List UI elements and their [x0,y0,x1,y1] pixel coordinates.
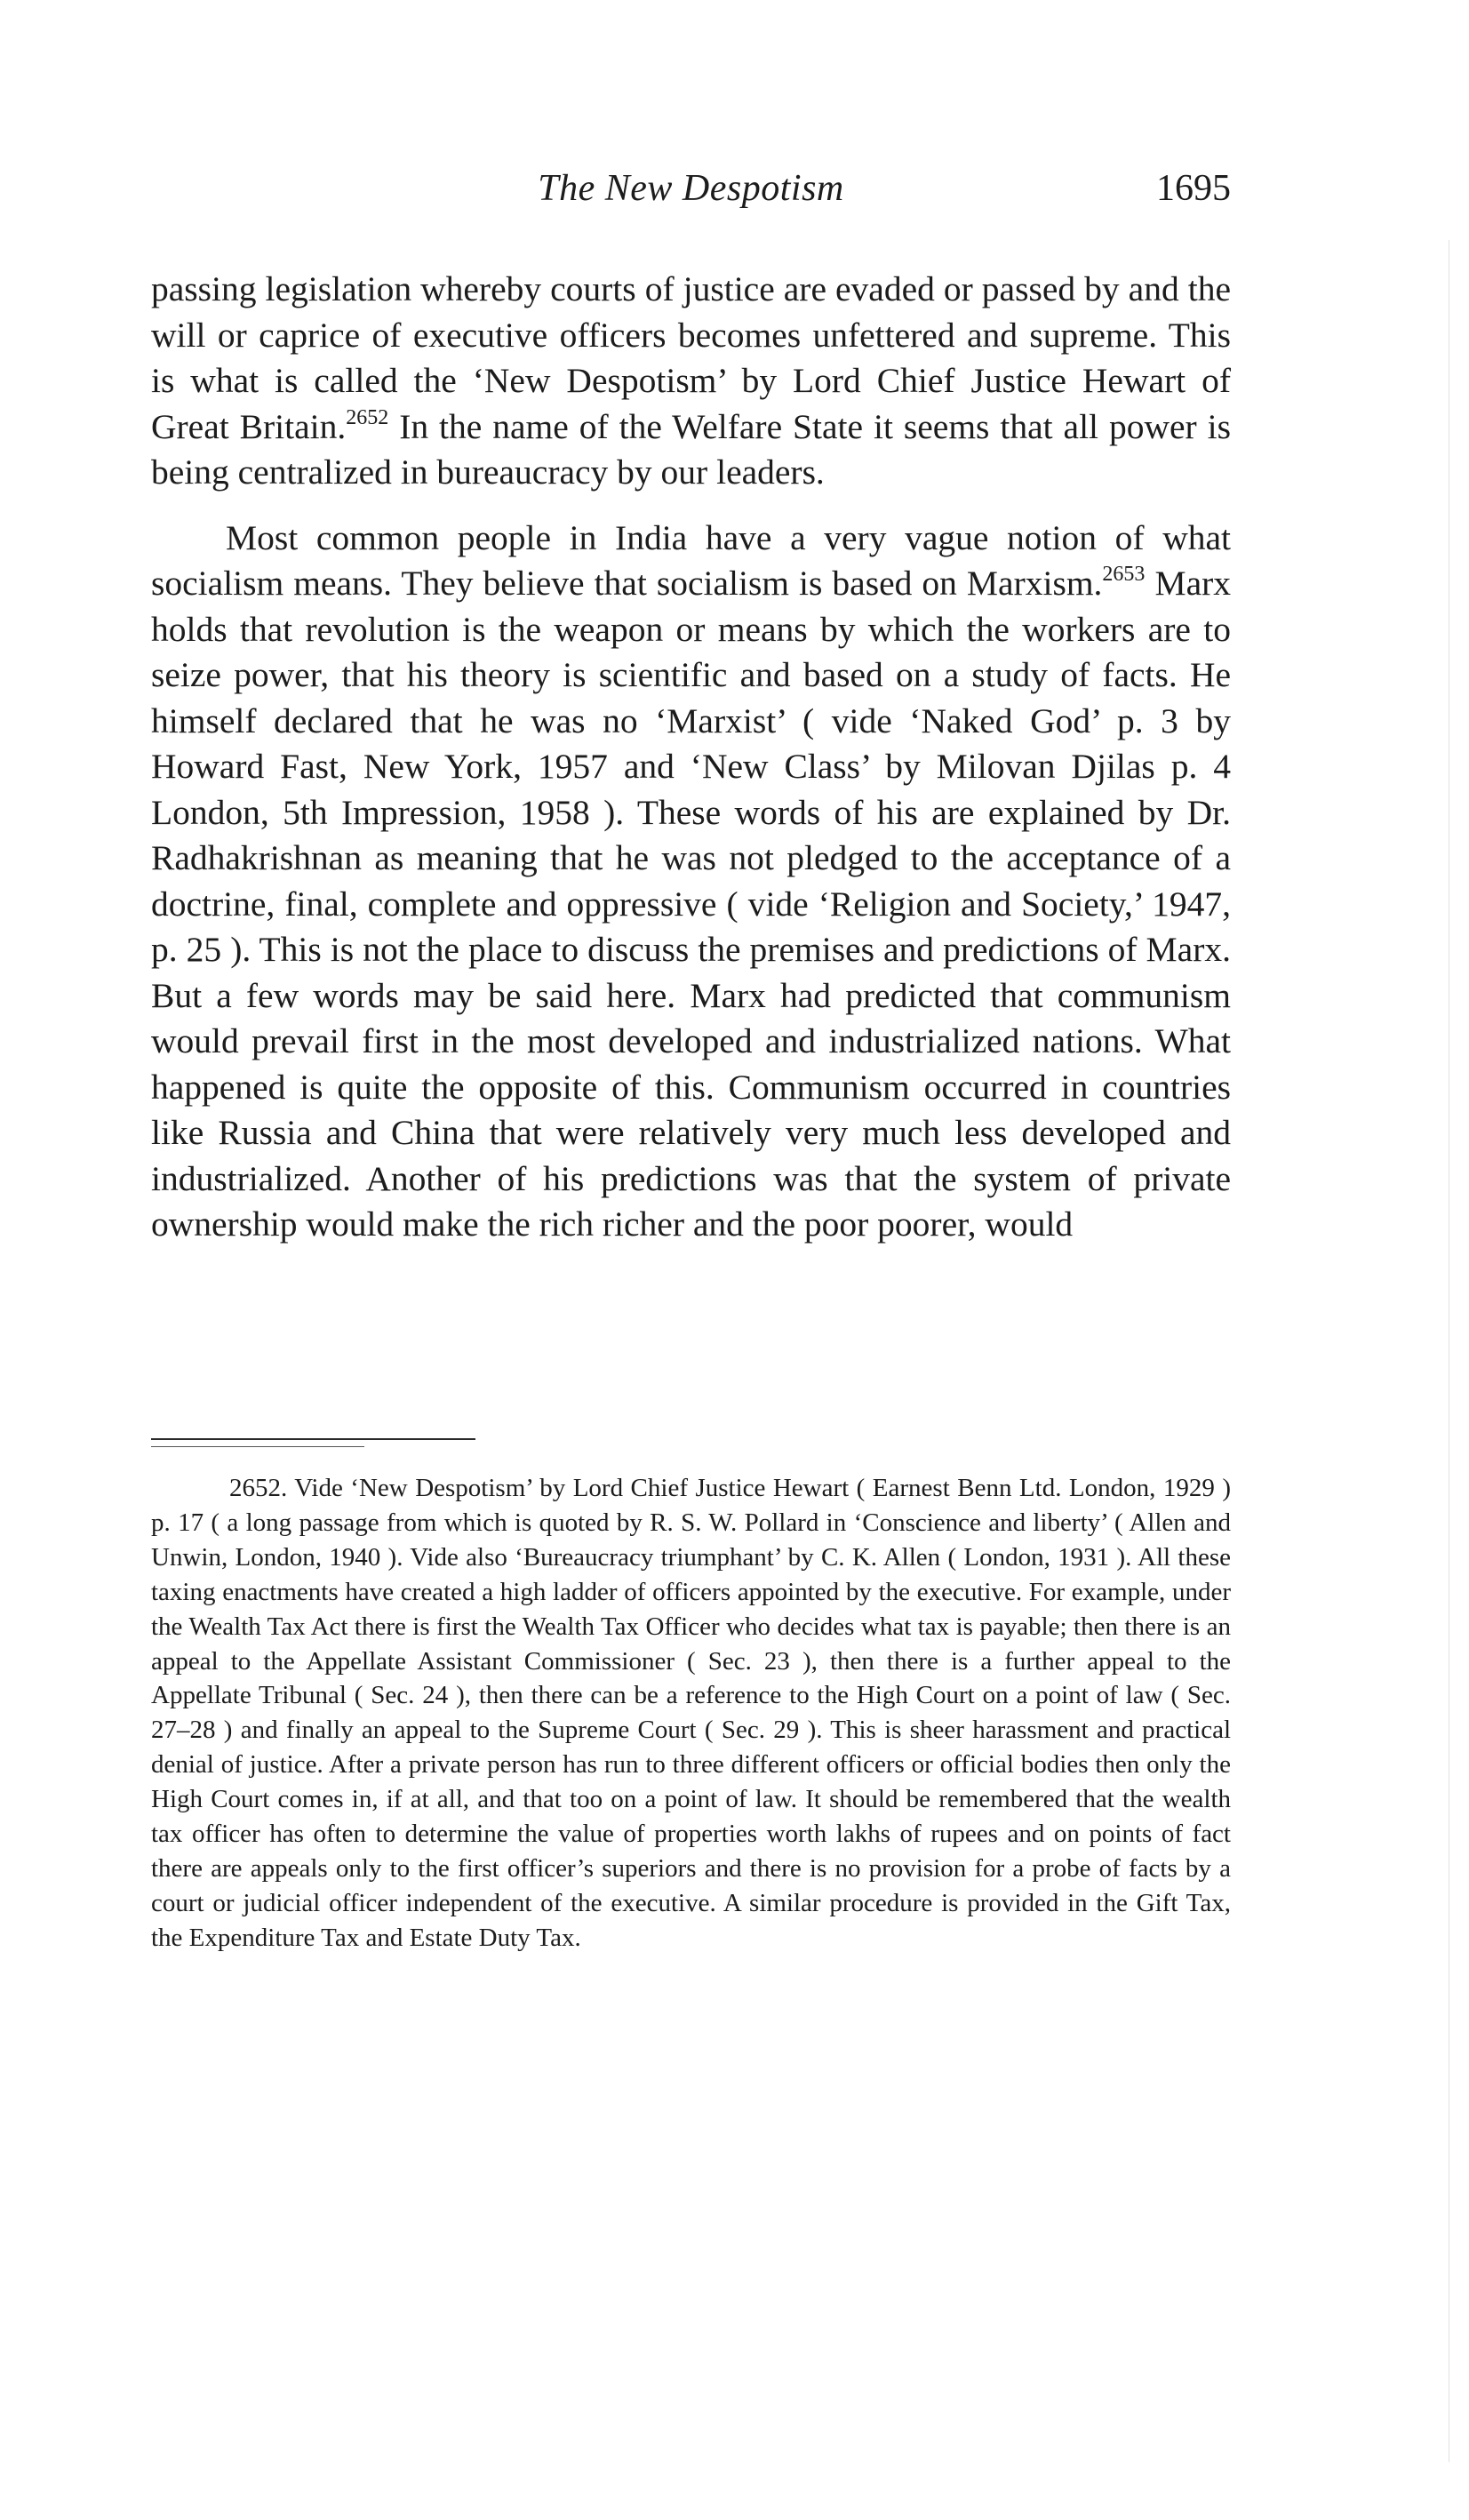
footnote-2652: 2652. Vide ‘New Despotism’ by Lord Chief Justice Hewart ( Earnest Benn Ltd. London, 1929 ) p. 17 ( a long passage from which is quoted by R. S. W. Pollard in ‘Conscience and liberty’ ( Allen and Unwin, London, 1940 ). Vide also ‘Bureaucracy triumphant’ by C. K. Allen ( London, 1931 ). All these taxing enactments have created a high ladder of officers appointed by the executive. For example, under the Wealth Tax Act there is first the Wealth Tax Officer who decides what tax is payable; then there is an appeal to the Appellate Assistant Commissioner ( Sec. 23 ), then there is a further appeal to the Appellate Tribunal ( Sec. 24 ), then there can be a reference to the High Court on a point of law ( Sec. 27–28 ) and finally an appeal to the Supreme Court ( Sec. 29 ). This is sheer harassment and practical denial of justice. After a private person has run to three different officers or official bodies then only the High Court comes in, if at all, and that too on a point of law. It should be remembered that the wealth tax officer has often to determine the value of properties worth lakhs of rupees and on points of fact there are appeals only to the first officer’s superiors and there is no provision for a probe of facts by a court or judicial officer independent of the executive. A similar procedure is provided in the Gift Tax, the Expenditure Tax and Estate Duty Tax. [151,1474,1231,1952]
main-text [151,267,1231,1248]
paragraph-1-text-continued: In the name of the Welfare State it seems that all power is being centralized in bureaucracy by our leaders. [151,406,1231,492]
footnote-ref-2653: 2653 [1102,563,1146,586]
paragraph-2 [151,516,1231,1248]
page-number: 1695 [1156,168,1231,209]
footnote-divider [151,1438,475,1440]
paragraph-1 [151,267,1231,496]
footnote-divider-secondary [151,1446,364,1447]
paragraph-2-text-continued: Marx holds that revolution is the weapon or means by which the workers are to seize power, that his theory is scientific and based on a study of facts. He himself declared that he was no ‘Marxist’ ( vide ‘Naked God’ p. 3 by Howard Fast, New York, 1957 and ‘New Class’ by Milovan Djilas p. 4 London, 5th Impression, 1958 ). These words of his are explained by Dr. Radhakrishnan as meaning that he was not pledged to the acceptance of a doctrine, final, complete and oppressive ( vide ‘Religion and Society,’ 1947, p. 25 ). This is not the place to discuss the premises and predictions of Marx. But a few words may be said here. Marx had predicted that communism would prevail first in the most developed and industrialized nations. What happened is quite the opposite of this. Communism occurred in countries like Russia and China that were relatively very much less developed and industrialized. Another of his predictions was that the system of private ownership would make the rich richer and the poor poorer, would [151,564,1232,1244]
page-header [151,167,1231,220]
footnote-ref-2652: 2652 [346,405,389,429]
running-title: The New Despotism [538,168,844,209]
paragraph-1-text: passing legislation whereby courts of justice are evaded or passed by and the will or caprice of executive officers becomes unfettered and supreme. This is what is called the ‘New Despotism’ by Lord Chief Justice Hewart of Great Britain. [151,269,1231,446]
paragraph-2-text: Most common people in India have a very vague notion of what socialism means. They believe that socialism is based on Marxism. [151,517,1231,603]
